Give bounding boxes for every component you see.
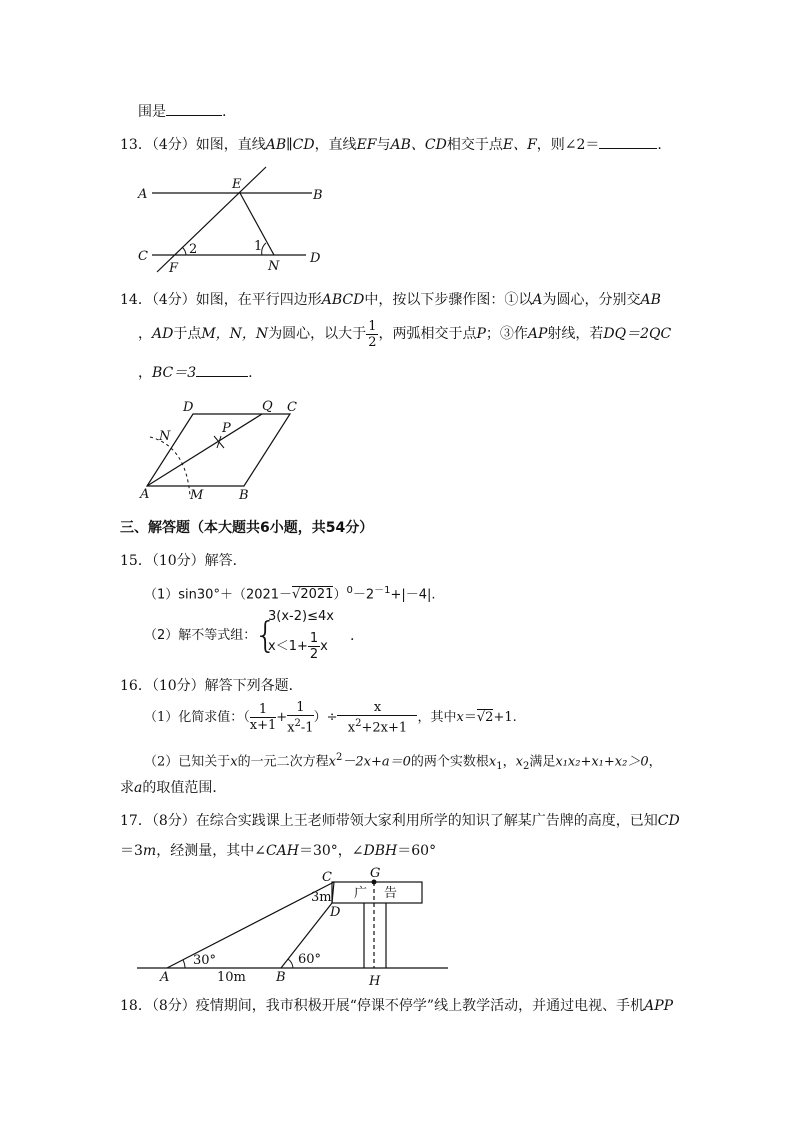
q14-l2-a: ， — [138, 326, 152, 342]
label-c: C — [138, 249, 148, 264]
length-ab: 10m — [217, 970, 246, 985]
var-x: x — [456, 710, 464, 726]
frac-denominator: 2 — [368, 334, 377, 350]
label-f: F — [169, 261, 179, 276]
f2-den-b: -1 — [300, 720, 314, 736]
sqrt-2021: √2021 — [292, 587, 334, 603]
label-b: B — [313, 188, 323, 203]
q14-number: 14． — [120, 292, 152, 308]
label-d: D — [183, 400, 194, 415]
label-q: Q — [262, 399, 273, 414]
q14-l1-b: 中，按以下步骤作图：①以 — [364, 292, 533, 308]
f3-den-a: x — [347, 720, 356, 736]
q17-score: （8分） — [151, 813, 196, 829]
q13-text-b: ，直线 — [314, 137, 357, 153]
q18-app: APP — [644, 998, 674, 1014]
l2-a: 求 — [120, 780, 134, 796]
tail-a: ，其中 — [417, 710, 457, 726]
l2-a: ＝3 — [120, 843, 143, 859]
system-brace: { — [254, 615, 277, 656]
q13-text-e: ，则∠2＝ — [536, 137, 600, 153]
var-a: a — [134, 780, 143, 796]
p2-d: ， — [502, 754, 516, 770]
q13-text-d: 相交于点 — [446, 137, 503, 153]
label-g: G — [370, 866, 381, 881]
angle-cah: CAH — [265, 843, 299, 859]
divide-sign: ）÷ — [313, 710, 338, 726]
l2-b: 的取值范围． — [142, 780, 227, 796]
frac-numerator: 1 — [368, 318, 377, 334]
angle-30-arc — [183, 960, 185, 968]
inequality-row-1: 3(x-2)≤4x — [268, 609, 334, 624]
label-d: D — [310, 251, 321, 266]
q13-ef: EF — [356, 137, 377, 153]
billboard-char-2: 告 — [384, 886, 398, 901]
p2-a: （2）已知关于 — [144, 754, 231, 770]
label-e: E — [232, 177, 242, 192]
angle-60-arc — [288, 959, 293, 968]
q14-bc: BC＝3 — [152, 365, 197, 381]
q18-number: 18． — [120, 998, 152, 1014]
q16-text: 解答下列各题． — [204, 678, 303, 694]
angle-dbh: DBH — [363, 843, 398, 859]
label-a: A — [140, 487, 150, 502]
q16-score: （10分） — [151, 678, 205, 694]
f2-num: 1 — [287, 700, 313, 716]
q16-number: 16． — [120, 678, 152, 694]
q13-text-a: 如图，直线 — [195, 137, 266, 153]
q14-point-a: A — [532, 292, 543, 308]
q13-suffix: . — [657, 137, 662, 153]
section-3-title: 三、解答题（本大题共6小题，共54分） — [120, 520, 374, 536]
sqrt-value: 2 — [485, 710, 494, 726]
label-a: A — [138, 187, 148, 202]
q14-l2-c: 为圆心，以大于 — [268, 326, 367, 342]
eq-b: －2x+a＝0 — [342, 754, 411, 770]
label-a: A — [160, 970, 170, 985]
q14-ap: AP — [527, 326, 548, 342]
q14-score: （4分） — [151, 292, 196, 308]
f2-den-a: x — [287, 720, 295, 736]
angle-a-label: 30° — [193, 953, 217, 968]
plus-sign: + — [276, 710, 288, 726]
eq-sup: 2 — [335, 752, 343, 763]
q14-l2-d: ，两弧相交于点 — [378, 326, 477, 342]
q14-l1-c: 为圆心，分别交 — [542, 292, 641, 308]
sqrt-value: 2021 — [300, 587, 334, 603]
q15-p1-d: +|－4|. — [390, 587, 436, 603]
q17-number: 17． — [120, 813, 152, 829]
q14-l2-f: 射线，若 — [547, 326, 604, 342]
label-p: P — [222, 421, 231, 436]
q13-text-c: 与 — [376, 137, 391, 153]
root-x2: x — [515, 754, 523, 770]
p2-c: 的两个实数根 — [410, 754, 489, 770]
q12-suffix: . — [222, 104, 227, 120]
q14-l1-a: 如图，在平行四边形 — [195, 292, 322, 308]
p2-e: 满足 — [529, 754, 556, 770]
q13-points-ef: E、F — [502, 137, 537, 153]
label-n: N — [159, 429, 171, 444]
root-x1: x — [488, 754, 497, 770]
row2-a: x＜1+ — [268, 639, 308, 654]
billboard — [332, 882, 422, 903]
q14-ab: AB — [640, 292, 661, 308]
q14-dq: DQ＝2QC — [603, 326, 672, 342]
exponent-0: 0 — [346, 585, 353, 596]
label-d: D — [330, 905, 341, 920]
q15-p1-a: sin30°＋（2021－ — [178, 587, 293, 603]
q17-cd: CD — [657, 813, 680, 829]
q13-number: 13． — [120, 137, 152, 153]
condition: x₁x₂+x₁+x₂＞0 — [555, 754, 649, 770]
label-angle-1: 1 — [254, 239, 263, 254]
q14-suffix: . — [248, 365, 253, 381]
sqrt-2: √2 — [476, 710, 494, 726]
q13-abcd: AB、CD — [390, 137, 447, 153]
f3-den-b: +2x+1 — [361, 720, 408, 736]
f3-num: x — [337, 700, 417, 716]
p2-f: ， — [648, 754, 662, 770]
q17-l1: 在综合实践课上王老师带领大家利用所学的知识了解某广告牌的高度，已知 — [195, 813, 658, 829]
q15-p1-label: （1） — [144, 587, 179, 603]
root-x1-sub: 1 — [496, 760, 503, 772]
root-x2-sub: 2 — [522, 760, 530, 772]
unit-m: m — [142, 843, 157, 859]
f1-num: 1 — [250, 702, 277, 718]
row2-b: x — [320, 639, 328, 654]
q15-score: （10分） — [151, 553, 205, 569]
q14-l2-b: 于点 — [173, 326, 202, 342]
q14-ad: AD — [152, 326, 174, 342]
label-n: N — [268, 259, 280, 274]
q14-point-p: P — [476, 326, 486, 342]
q14-abcd: ABCD — [321, 292, 365, 308]
length-cd: 3m — [311, 890, 332, 905]
l2-b: ，经测量，其中∠ — [156, 843, 266, 859]
q15-number: 15． — [120, 553, 152, 569]
label-c: C — [287, 400, 297, 415]
f2-den-sup: 2 — [294, 718, 301, 729]
q15-p1-b: ） — [333, 587, 347, 603]
q14-l3-a: ， — [138, 365, 152, 381]
q15-p1-c: －2 — [352, 587, 375, 603]
eq-x: x — [328, 754, 336, 770]
label-h: H — [369, 974, 381, 989]
q15-part-2-label: （2）解不等式组： — [144, 628, 257, 643]
label-c: C — [322, 870, 332, 885]
f1-den: x+1 — [249, 718, 277, 734]
q16-p1-label: （1）化简求值：（ — [144, 710, 250, 726]
f3-den-sup: 2 — [355, 718, 362, 729]
q14-l2-e: ；③作 — [485, 326, 528, 342]
label-b: B — [239, 488, 249, 503]
l2-d: ＝60° — [397, 843, 437, 859]
billboard-char-1: 广 — [354, 886, 368, 901]
p2-b: 的一元二次方程 — [237, 754, 329, 770]
var-x: x — [230, 754, 238, 770]
q12-prefix: 围是 — [138, 104, 166, 120]
q15-suffix: . — [350, 628, 355, 644]
q13-score: （4分） — [151, 137, 196, 153]
frac-denominator: 2 — [309, 647, 319, 662]
frac-numerator: 1 — [309, 631, 319, 646]
label-m: M — [190, 488, 204, 503]
label-angle-2: 2 — [189, 242, 198, 257]
angle-b-label: 60° — [298, 952, 322, 967]
label-b: B — [276, 970, 286, 985]
tail-b: ＝ — [463, 710, 477, 726]
q15-text: 解答． — [204, 553, 247, 569]
l2-c: ＝30°，∠ — [298, 843, 364, 859]
exponent-neg-1: －1 — [374, 585, 391, 596]
q14-mn: M，N，N — [201, 326, 269, 342]
question-18-text — [120, 996, 673, 1016]
q18-score: （8分） — [151, 998, 196, 1014]
tail-c: +1. — [493, 710, 517, 726]
q18-text: 疫情期间，我市积极开展“停课不停学”线上教学活动，并通过电视、手机 — [195, 998, 645, 1014]
q13-ab-cd: AB∥CD — [265, 137, 315, 153]
